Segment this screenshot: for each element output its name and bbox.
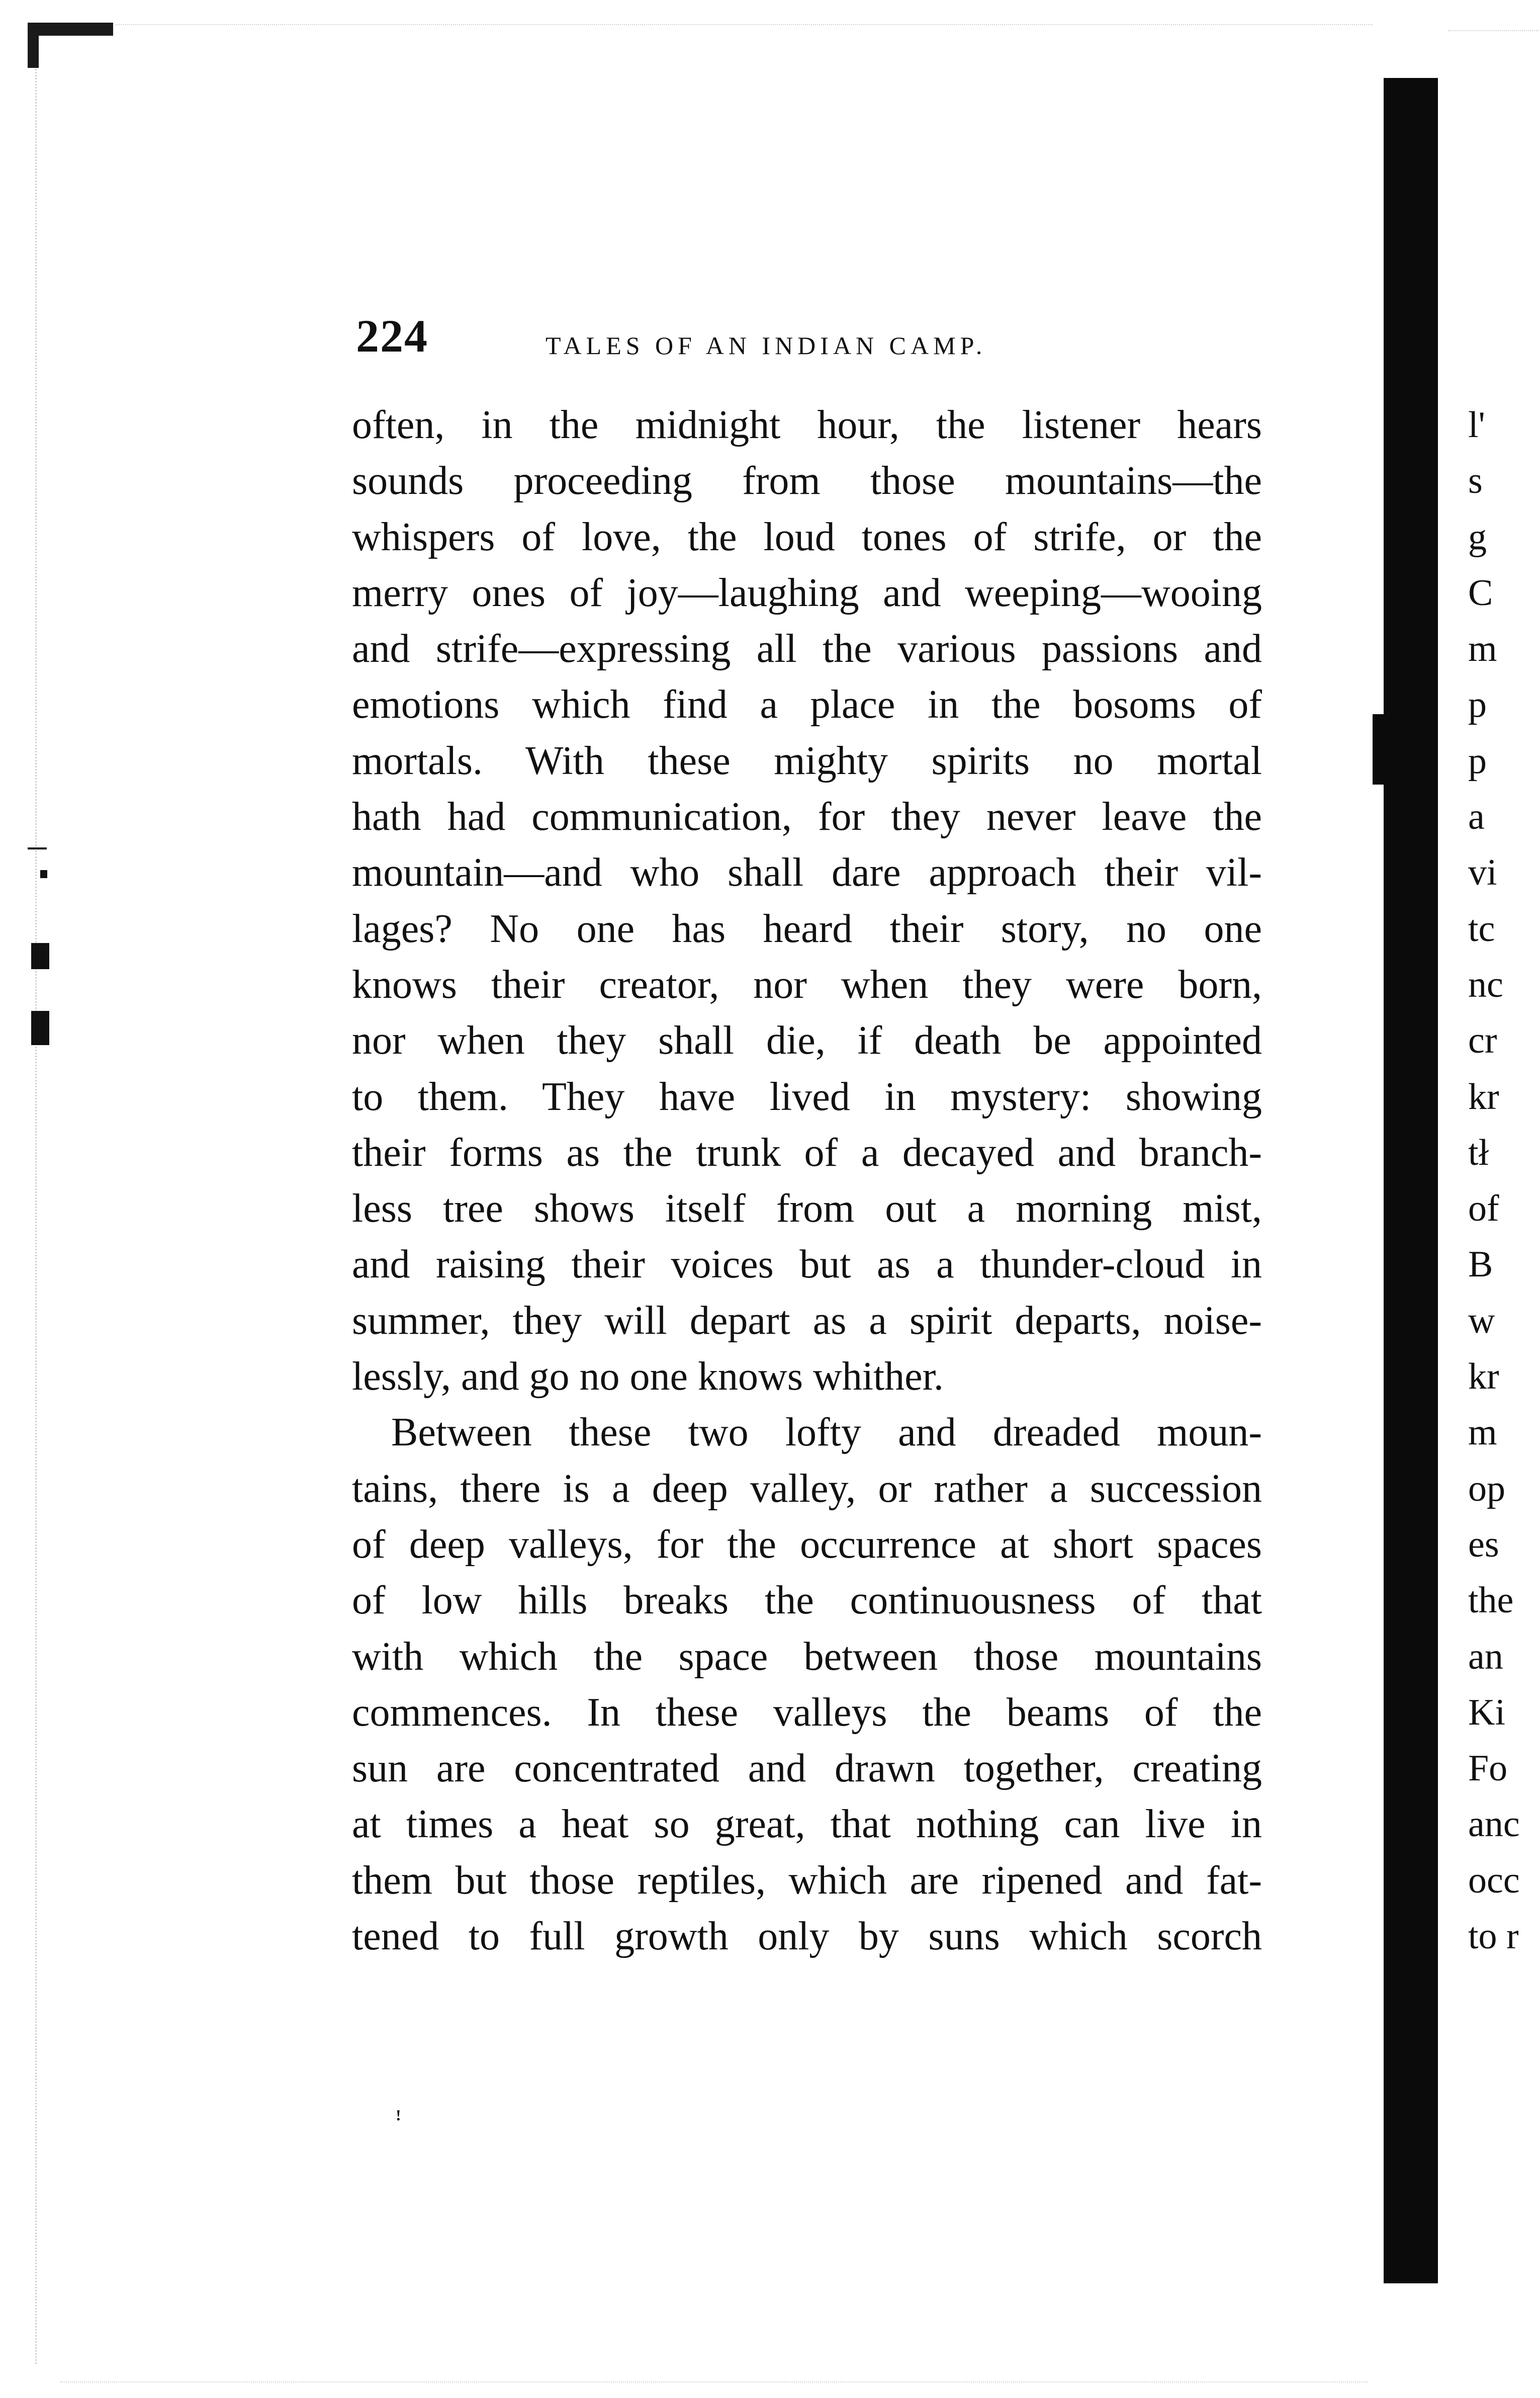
facing-line: p (1468, 740, 1487, 782)
page-bottom-edge (60, 2381, 1368, 2382)
facing-line: m (1468, 628, 1497, 670)
text-line: merry ones of joy—laughing and weeping—wooing (352, 570, 1262, 615)
text-line: often, in the midnight hour, the listener hears (352, 403, 1262, 447)
facing-line: w (1468, 1300, 1495, 1341)
facing-line: the (1468, 1580, 1514, 1621)
text-line: and raising their voices but as a thunder-cloud in (352, 1242, 1262, 1287)
facing-line: anc (1468, 1804, 1520, 1845)
facing-line: g (1468, 516, 1487, 558)
page-top-edge (116, 24, 1373, 25)
page-left-edge (35, 30, 57, 2364)
text-line: whispers of love, the loud tones of strife, or the (352, 515, 1262, 559)
facing-line: cr (1468, 1020, 1497, 1062)
facing-line: tł (1468, 1132, 1489, 1173)
stray-ink-mark: ꜝ (395, 2110, 402, 2135)
gutter-notch (1373, 714, 1388, 785)
text-line: with which the space between those mountains (352, 1634, 1262, 1679)
text-line: at times a heat so great, that nothing can live in (352, 1802, 1262, 1847)
facing-line: s (1468, 460, 1483, 502)
text-line: lages? No one has heard their story, no one (352, 906, 1262, 951)
text-line: mountain—and who shall dare approach their vil- (352, 850, 1262, 895)
margin-scan-mark (28, 847, 47, 849)
facing-line: kr (1468, 1356, 1499, 1398)
text-line: to them. They have lived in mystery: showing (352, 1074, 1262, 1119)
binding-gutter (1384, 78, 1438, 2283)
text-line: tened to full growth only by suns which scorch (352, 1914, 1262, 1959)
facing-line: occ (1468, 1859, 1520, 1901)
facing-line: an (1468, 1636, 1503, 1677)
facing-line: tc (1468, 908, 1495, 950)
facing-line: C (1468, 572, 1493, 614)
facing-line: kr (1468, 1076, 1499, 1118)
facing-page-edge (1448, 30, 1538, 31)
facing-line: vi (1468, 852, 1497, 894)
corner-print-mark (28, 23, 113, 36)
text-line: them but those reptiles, which are ripened and fat- (352, 1858, 1262, 1903)
facing-line: of (1468, 1188, 1499, 1230)
text-line: and strife—expressing all the various passions and (352, 627, 1262, 671)
corner-print-mark-vertical (28, 23, 39, 68)
margin-scan-mark (31, 1011, 49, 1045)
text-line: summer, they will depart as a spirit departs, noise- (352, 1298, 1262, 1343)
facing-line: to r (1468, 1916, 1519, 1957)
text-line: lessly, and go no one knows whither. (352, 1354, 944, 1399)
facing-line: Fo (1468, 1748, 1508, 1789)
margin-scan-mark (31, 943, 49, 969)
running-title: TALES OF AN INDIAN CAMP. (546, 331, 987, 360)
text-line: commences. In these valleys the beams of the (352, 1690, 1262, 1735)
facing-line: l' (1468, 404, 1485, 446)
paragraph-first-line: Between these two lofty and dreaded moun- (391, 1410, 1262, 1455)
body-text (352, 397, 1262, 1964)
text-line: of deep valleys, for the occurrence at short spaces (352, 1522, 1262, 1567)
text-line: of low hills breaks the continuousness of that (352, 1578, 1262, 1623)
text-line: sun are concentrated and drawn together, creating (352, 1746, 1262, 1791)
text-line: their forms as the trunk of a decayed and branch- (352, 1130, 1262, 1175)
facing-line: m (1468, 1412, 1497, 1453)
facing-line: op (1468, 1468, 1505, 1509)
facing-line: p (1468, 684, 1487, 726)
margin-scan-mark (40, 870, 47, 878)
facing-line: a (1468, 796, 1485, 838)
text-line: tains, there is a deep valley, or rather a succession (352, 1466, 1262, 1511)
text-line: emotions which find a place in the bosoms of (352, 682, 1262, 727)
facing-page-fragment (1468, 397, 1540, 1964)
text-line: mortals. With these mighty spirits no mortal (352, 738, 1262, 783)
text-line: hath had communication, for they never leave the (352, 795, 1262, 839)
text-line: nor when they shall die, if death be appointed (352, 1018, 1262, 1063)
page-number: 224 (356, 310, 428, 362)
facing-line: Ki (1468, 1691, 1505, 1733)
text-line: less tree shows itself from out a morning mist, (352, 1186, 1262, 1231)
facing-line: es (1468, 1523, 1499, 1565)
facing-line: nc (1468, 964, 1503, 1005)
text-line: sounds proceeding from those mountains—the (352, 459, 1262, 503)
facing-line: B (1468, 1244, 1493, 1286)
text-line: knows their creator, nor when they were born, (352, 962, 1262, 1007)
